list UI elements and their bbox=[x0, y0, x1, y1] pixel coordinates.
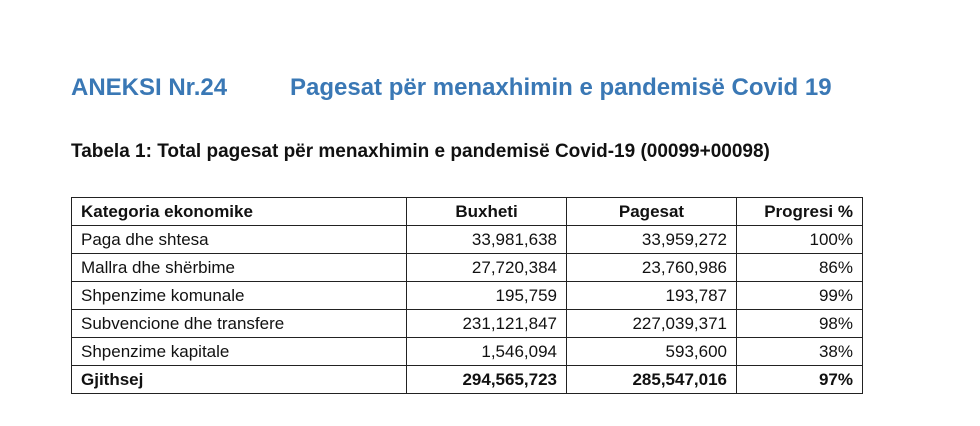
table-row bbox=[72, 310, 863, 338]
row-category: Subvencione dhe transfere bbox=[72, 310, 407, 338]
row-progress: 99% bbox=[737, 282, 863, 310]
table-row bbox=[72, 338, 863, 366]
table-row bbox=[72, 254, 863, 282]
total-row bbox=[72, 366, 863, 394]
table-row bbox=[72, 282, 863, 310]
budget-table bbox=[71, 197, 863, 394]
row-progress: 98% bbox=[737, 310, 863, 338]
row-progress: 38% bbox=[737, 338, 863, 366]
row-budget: 1,546,094 bbox=[407, 338, 567, 366]
header-category: Kategoria ekonomike bbox=[72, 198, 407, 226]
total-progress: 97% bbox=[737, 366, 863, 394]
row-budget: 27,720,384 bbox=[407, 254, 567, 282]
row-category: Paga dhe shtesa bbox=[72, 226, 407, 254]
row-payments: 23,760,986 bbox=[567, 254, 737, 282]
row-payments: 227,039,371 bbox=[567, 310, 737, 338]
annex-number: ANEKSI Nr.24 bbox=[71, 74, 228, 101]
row-budget: 33,981,638 bbox=[407, 226, 567, 254]
row-progress: 100% bbox=[737, 226, 863, 254]
total-budget: 294,565,723 bbox=[407, 366, 567, 394]
row-budget: 195,759 bbox=[407, 282, 567, 310]
table-header-row bbox=[72, 198, 863, 226]
total-category: Gjithsej bbox=[72, 366, 407, 394]
row-payments: 593,600 bbox=[567, 338, 737, 366]
total-payments: 285,547,016 bbox=[567, 366, 737, 394]
table-row bbox=[72, 226, 863, 254]
row-budget: 231,121,847 bbox=[407, 310, 567, 338]
row-category: Shpenzime komunale bbox=[72, 282, 407, 310]
row-payments: 33,959,272 bbox=[567, 226, 737, 254]
row-progress: 86% bbox=[737, 254, 863, 282]
header-payments: Pagesat bbox=[567, 198, 737, 226]
table-caption: Tabela 1: Total pagesat për menaxhimin e pandemisë Covid-19 (00099+00098) bbox=[71, 141, 770, 162]
header-progress: Progresi % bbox=[737, 198, 863, 226]
row-payments: 193,787 bbox=[567, 282, 737, 310]
row-category: Shpenzime kapitale bbox=[72, 338, 407, 366]
annex-title: Pagesat për menaxhimin e pandemisë Covid 19 bbox=[290, 74, 832, 101]
header-budget: Buxheti bbox=[407, 198, 567, 226]
row-category: Mallra dhe shërbime bbox=[72, 254, 407, 282]
